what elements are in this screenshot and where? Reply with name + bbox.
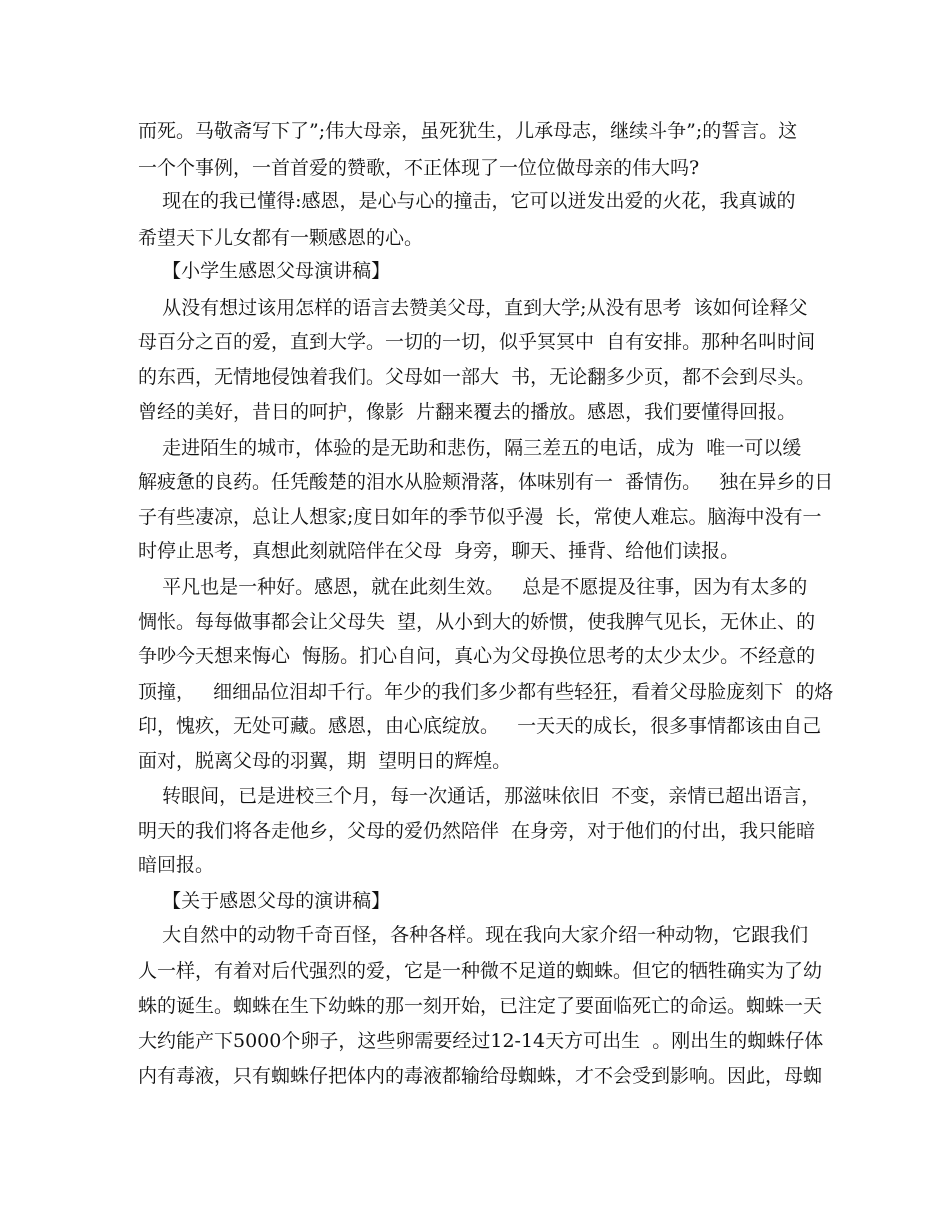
text-line: 从没有想过该用怎样的语言去赞美父母，直到大学;从没有思考 该如何诠释父 <box>138 297 808 319</box>
text-line: 现在的我已懂得:感恩，是心与心的撞击，它可以迸发出爱的火花，我真诚的 <box>138 190 796 212</box>
text-line: 顶撞， 细细品位泪却千行。年少的我们多少都有些轻狂，看着父母脸庞刻下 的烙 <box>138 681 834 703</box>
text-line: 惆怅。每每做事都会让父母失 望，从小到大的娇惯，使我脾气见长，无休止、的 <box>138 611 816 633</box>
text-line: 母百分之百的爱，直到大学。一切的一切，似乎冥冥中 自有安排。那种名叫时间 <box>138 331 816 353</box>
text-line: 平凡也是一种好。感恩，就在此刻生效。 总是不愿提及往事，因为有太多的 <box>138 576 808 598</box>
text-line: 暗回报。 <box>138 854 215 876</box>
section-heading: 【关于感恩父母的演讲稿】 <box>138 890 391 912</box>
text-line: 面对，脱离父母的羽翼，期 望明日的辉煌。 <box>138 750 512 772</box>
text-line: 曾经的美好，昔日的呵护，像影 片翻来覆去的播放。感恩，我们要懂得回报。 <box>138 401 797 423</box>
text-line: 明天的我们将各走他乡，父母的爱仍然陪伴 在身旁，对于他们的付出，我只能暗 <box>138 820 816 842</box>
text-line: 蛛的诞生。蜘蛛在生下幼蛛的那一刻开始，已注定了要面临死亡的命运。蜘蛛一天 <box>138 995 823 1017</box>
text-line: 走进陌生的城市，体验的是无助和悲伤，隔三差五的电话，成为 唯一可以缓 <box>138 437 802 459</box>
text-line: 人一样，有着对后代强烈的爱，它是一种微不足道的蜘蛛。但它的牺牲确实为了幼 <box>138 960 823 982</box>
text-line: 大自然中的动物千奇百怪，各种各样。现在我向大家介绍一种动物，它跟我们 <box>138 924 809 946</box>
text-line: 印，愧疚，无处可藏。感恩，由心底绽放。 一天天的成长，很多事情都该由自己 <box>138 715 822 737</box>
text-line: 的东西，无情地侵蚀着我们。父母如一部大 书，无论翻多少页，都不会到尽头。 <box>138 366 816 388</box>
text-line: 内有毒液，只有蜘蛛仔把体内的毒液都输给母蜘蛛，才不会受到影响。因此，母蜘 <box>138 1065 823 1087</box>
text-line: 一个个事例，一首首爱的赞歌，不正体现了一位位做母亲的伟大吗? <box>138 157 700 179</box>
text-line: 而死。马敬斋写下了”;伟大母亲，虽死犹生，儿承母志，继续斗争”;的誓言。这 <box>138 120 798 142</box>
section-heading: 【小学生感恩父母演讲稿】 <box>138 260 391 282</box>
text-line: 转眼间，已是进校三个月，每一次通话，那滋味依旧 不变，亲情已超出语言， <box>138 785 821 807</box>
text-line: 希望天下儿女都有一颗感恩的心。 <box>138 227 424 249</box>
text-line: 解疲惫的良药。任凭酸楚的泪水从脸颊滑落，体味别有一 番情伤。 独在异乡的日 <box>138 471 834 493</box>
text-line: 时停止思考，真想此刻就陪伴在父母 身旁，聊天、捶背、给他们读报。 <box>138 540 740 562</box>
text-line: 大约能产下5000个卵子，这些卵需要经过12-14天方可出生 。刚出生的蜘蛛仔体 <box>138 1030 824 1052</box>
text-line: 子有些凄凉，总让人想家;度日如年的季节似乎漫 长，常使人难忘。脑海中没有一 <box>138 506 822 528</box>
text-line: 争吵今天想来悔心 悔肠。扪心自问，真心为父母换位思考的太少太少。不经意的 <box>138 645 816 667</box>
